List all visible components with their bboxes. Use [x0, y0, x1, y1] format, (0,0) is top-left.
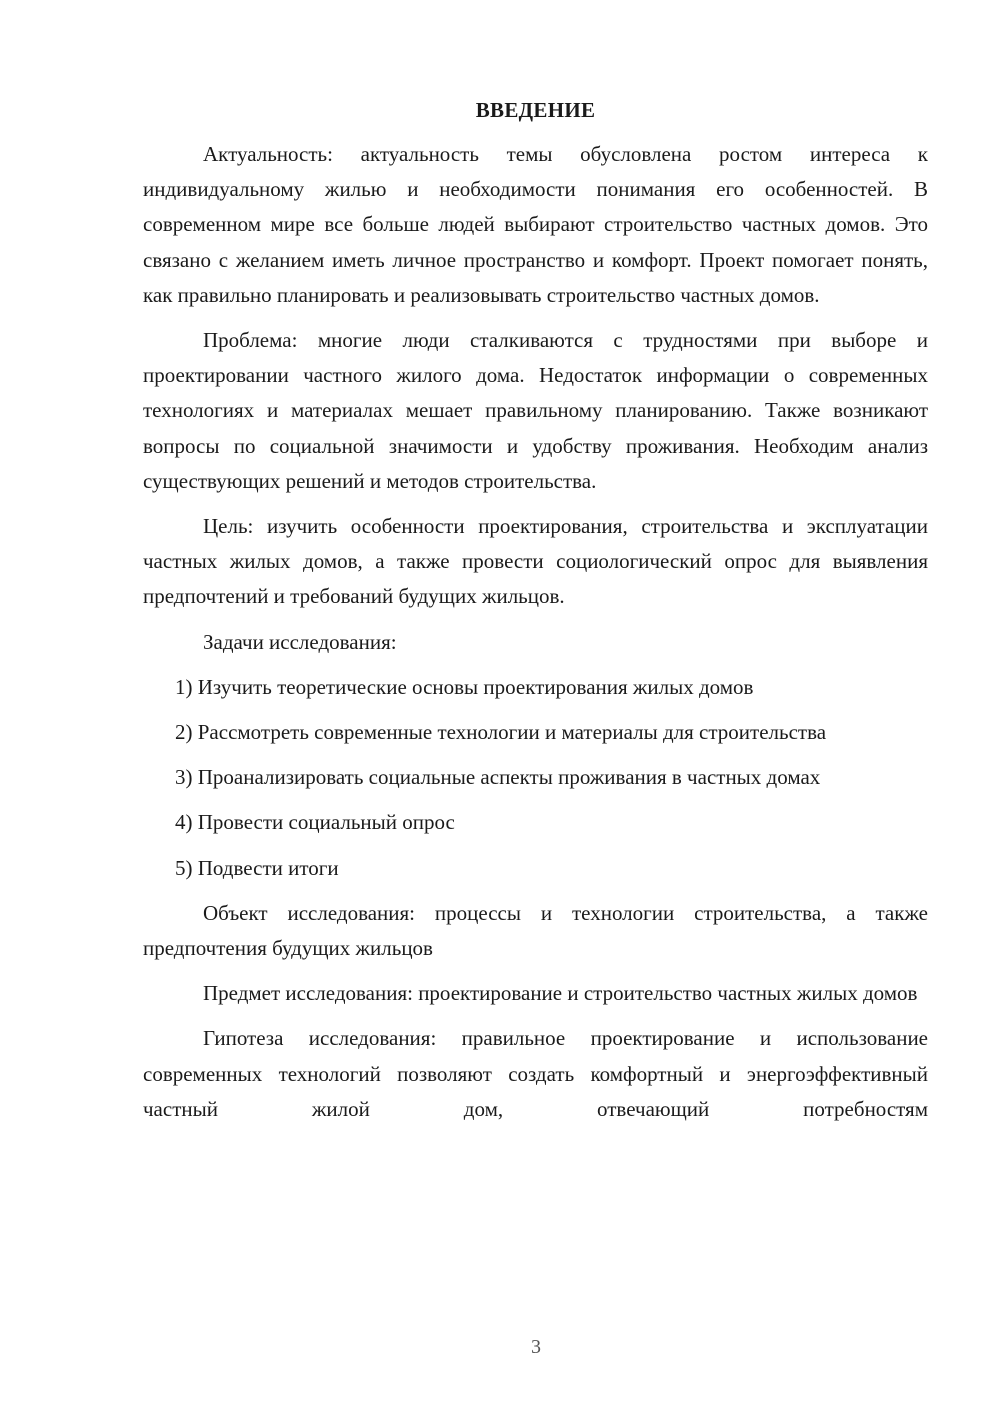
task-item: 1) Изучить теоретические основы проектирования жилых домов: [175, 674, 754, 699]
paragraph-problem: Проблема: многие люди сталкиваются с трудностями при выборе и проектировании частного жилого дома. Недостаток информации о современных технологиях и материалах мешает правильному планированию. Также возникают вопросы по социальной значимости и удобству проживания. Необходим анализ существующих решений и методов строительства.: [143, 328, 928, 493]
paragraph-subject: Предмет исследования: проектирование и строительство частных жилых домов: [203, 981, 918, 1006]
paragraph-object: Объект исследования: процессы и технологии строительства, а также предпочтения будущих жильцов: [143, 900, 928, 961]
text-column: [143, 95, 928, 1127]
task-item: 3) Проанализировать социальные аспекты проживания в частных домах: [175, 765, 821, 790]
paragraph-goal: Цель: изучить особенности проектирования, строительства и эксплуатации частных жилых домов, а также провести социологический опрос для выявления предпочтений и требований будущих жильцов.: [143, 514, 928, 609]
section-title: ВВЕДЕНИЕ: [475, 98, 596, 122]
paragraph-hypothesis: Гипотеза исследования: правильное проектирование и использование современных технологий позволяют создать комфортный и энергоэффективный частный жилой дом, отвечающий потребностям: [143, 1026, 928, 1121]
paragraph-tasks-heading: Задачи исследования:: [203, 629, 397, 654]
task-item: 2) Рассмотреть современные технологии и материалы для строительства: [175, 720, 827, 745]
page-number: 3: [531, 1336, 541, 1358]
paragraph-relevance: Актуальность: актуальность темы обусловлена ростом интереса к индивидуальному жилью и необходимости понимания его особенностей. В современном мире все больше людей выбирают строительство частных домов. Это связано с желанием иметь личное пространство и комфорт. Проект помогает понять, как правильно планировать и реализовывать строительство частных домов.: [143, 142, 928, 307]
task-item: 5) Подвести итоги: [175, 855, 339, 880]
task-item: 4) Провести социальный опрос: [175, 810, 455, 835]
